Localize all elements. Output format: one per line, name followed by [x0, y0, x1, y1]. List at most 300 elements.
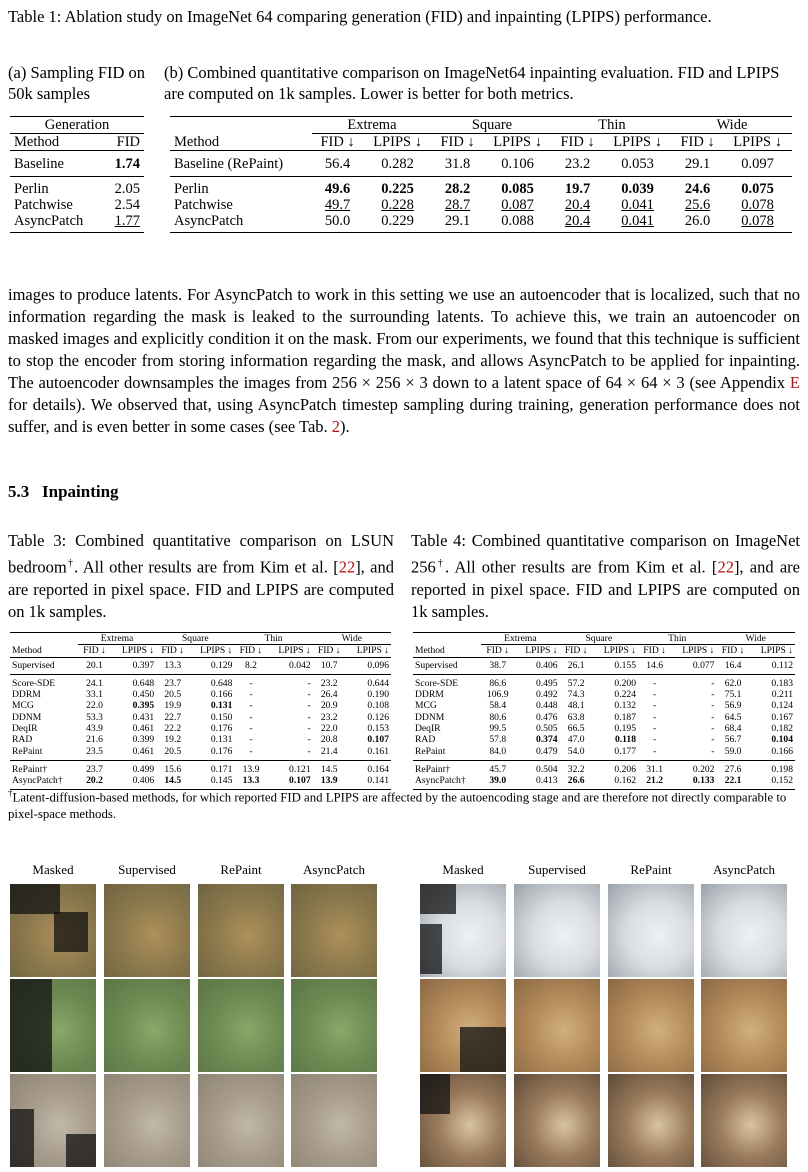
table4-col-fid: FID ↓ [643, 645, 666, 657]
table1a-col-fid: FID [116, 134, 140, 150]
table3-col-method: Method [12, 645, 42, 657]
figure-left-image [198, 1074, 284, 1167]
table1a-method: Baseline [14, 155, 64, 172]
table1b-col-fid: FID ↓ [680, 134, 715, 150]
figure-left-image [291, 979, 377, 1072]
table4-value: - [711, 745, 715, 757]
table1b-col-lpips: LPIPS ↓ [613, 134, 662, 150]
table3-col-lpips: LPIPS ↓ [121, 645, 155, 657]
table3-value: - [307, 723, 311, 735]
table4-value: 0.195 [614, 723, 637, 735]
table3-value: 43.9 [86, 723, 103, 735]
table4-value: 0.112 [771, 659, 793, 671]
inpaint-mask [66, 1134, 96, 1167]
section-number: 5.3 [8, 482, 30, 501]
table4-value: 58.4 [489, 700, 507, 712]
table4-value: 0.224 [614, 689, 637, 701]
table4-value: 0.132 [614, 700, 637, 712]
table4-value: 0.155 [614, 659, 637, 671]
table3-col-lpips: LPIPS ↓ [278, 645, 311, 657]
figure-left-image [198, 979, 284, 1072]
section-heading [8, 482, 119, 502]
table1b-group-wide: Wide [672, 117, 792, 134]
table4-value: 56.9 [724, 700, 742, 712]
table3-col-fid: FID ↓ [239, 645, 263, 657]
caption-text: ], and are reported in pixel space. FID and LPIPS are computed on 1k samples. [411, 557, 801, 621]
table4-value: - [653, 745, 657, 757]
table3-value: 23.7 [86, 763, 103, 775]
table4-value: 84.0 [489, 745, 507, 757]
appendix-link[interactable]: E [789, 373, 800, 392]
table1b-value: 31.8 [444, 155, 471, 172]
table3-method: Supervised [12, 659, 55, 671]
table4-value: 63.8 [567, 711, 585, 723]
table1b-value: 0.228 [381, 197, 414, 213]
table1a [10, 116, 144, 233]
table3-value: - [249, 677, 253, 689]
table3-value: 0.176 [210, 723, 233, 735]
table3-wrapper [10, 632, 391, 790]
table1a-method: Perlin [14, 181, 49, 197]
table3-value: 0.171 [210, 763, 233, 775]
table3-value: - [307, 734, 311, 746]
table1b-value: 0.225 [381, 181, 414, 197]
figure-left-image [291, 1074, 377, 1167]
figure-right-image [514, 1074, 600, 1167]
table4-value: - [711, 677, 715, 689]
table3-value: 0.107 [289, 775, 311, 787]
inpaint-mask [420, 1074, 450, 1114]
table3-value: 13.9 [242, 763, 260, 775]
figure-right-image [514, 979, 600, 1072]
table4-value: 80.6 [489, 711, 507, 723]
table3-value: - [307, 700, 311, 712]
table3-method: AsyncPatch† [12, 775, 63, 787]
table3-value: 13.3 [242, 775, 260, 787]
table1b-value: 0.039 [621, 181, 654, 197]
table4-value: - [711, 700, 715, 712]
table3-value: 13.3 [164, 659, 182, 671]
table3-value: 0.164 [367, 763, 389, 775]
table4-value: 0.202 [692, 763, 715, 775]
table1b-value: 0.075 [741, 181, 774, 197]
table1a-col-method: Method [14, 134, 60, 150]
inpaint-mask [460, 1027, 506, 1072]
table4-value: - [711, 711, 715, 723]
table4-group-header: Extrema [481, 633, 559, 645]
table1b-value: 49.7 [324, 197, 351, 213]
table4-value: 0.077 [692, 659, 715, 671]
table4-method: DDNM [415, 711, 445, 723]
inpaint-mask [10, 1109, 34, 1167]
table1b-value: 29.1 [444, 213, 471, 229]
table4-value: 32.2 [567, 763, 585, 775]
table1a-caption: (a) Sampling FID on 50k samples [8, 63, 146, 103]
caption-text: . All other results are from Kim et al. [ [444, 557, 718, 576]
figure-left-column-label: AsyncPatch [302, 862, 366, 877]
table3-value: 19.2 [164, 734, 182, 746]
table4-value: 31.1 [646, 763, 664, 775]
table1b-value: 0.078 [741, 213, 774, 229]
table1b-value: 19.7 [564, 181, 591, 197]
table4 [413, 632, 795, 790]
figure-right-column-label: Masked [442, 862, 484, 877]
table3-value: 0.129 [210, 659, 233, 671]
table3-method: RePaint† [12, 763, 48, 775]
table1b-group-thin: Thin [552, 117, 672, 134]
figure-left-image [10, 884, 96, 977]
table3-value: 0.042 [289, 659, 311, 671]
table3-value: 20.1 [86, 659, 103, 671]
table1b-method: Baseline (RePaint) [174, 155, 284, 172]
figure-right-image [514, 884, 600, 977]
table3-caption [8, 530, 394, 624]
table3-value: 0.107 [367, 734, 389, 746]
table3-method: MCG [12, 700, 34, 712]
table1b-value: 49.6 [324, 181, 351, 197]
table3-value: 0.399 [132, 734, 155, 746]
table4-value: 0.476 [535, 711, 558, 723]
inpaint-mask [420, 884, 456, 914]
table3-group-header: Wide [313, 633, 391, 645]
table1a-fid: 2.54 [114, 197, 140, 213]
table4-method: RAD [415, 734, 436, 746]
table1b-col-fid: FID ↓ [320, 134, 355, 150]
figure-left-image [198, 884, 284, 977]
table4-value: - [653, 689, 657, 701]
table4-value: 64.5 [724, 711, 742, 723]
table3-value: - [307, 677, 311, 689]
table1b-col-lpips: LPIPS ↓ [373, 134, 422, 150]
table1b-value: 0.282 [381, 155, 414, 172]
figure-right-image [420, 1074, 506, 1167]
table3-method: Score-SDE [12, 677, 56, 689]
dagger-mark: † [8, 788, 13, 798]
dagger-mark: † [435, 557, 445, 569]
table3-value: - [249, 700, 253, 712]
figure-right-image [608, 884, 694, 977]
table1-caption: Table 1: Ablation study on ImageNet 64 comparing generation (FID) and inpainting (LPIPS) performance. [8, 7, 712, 26]
table3-value: 0.648 [210, 677, 233, 689]
table4-value: 59.0 [724, 745, 742, 757]
table4-col-fid: FID ↓ [721, 645, 745, 657]
table4-value: 48.1 [567, 700, 585, 712]
table1a-fid: 1.74 [114, 155, 140, 172]
table1b-value: 0.053 [621, 155, 654, 172]
table4-col-fid: FID ↓ [564, 645, 588, 657]
figure-right-column-label: RePaint [630, 862, 672, 877]
table4-method: MCG [415, 700, 437, 712]
table3-value: 0.145 [210, 775, 233, 787]
table3-value: 0.161 [367, 745, 389, 757]
table4-value: 0.177 [614, 745, 637, 757]
table1a-method: AsyncPatch [14, 213, 84, 229]
table4-value: 54.0 [567, 745, 585, 757]
table1b-col-method: Method [174, 133, 220, 150]
table1b-value: 23.2 [564, 155, 591, 172]
table1b-value: 29.1 [684, 155, 711, 172]
table1b-group-extrema: Extrema [312, 117, 432, 134]
table4-value: 27.6 [724, 763, 742, 775]
table4-value: 0.118 [614, 734, 637, 746]
inpaint-mask [10, 884, 60, 914]
figure-left-image [291, 884, 377, 977]
table3-method: RePaint [12, 745, 43, 757]
table3-value: 24.1 [86, 677, 103, 689]
table4-empty-header [413, 633, 481, 645]
citation-link[interactable]: 22 [338, 557, 356, 576]
paragraph-text: images to produce latents. For AsyncPatch to work in this setting we use an autoencoder that is localized, such that no information regarding the mask is leaked to the surrounding latents. To achieve this, we train an autoencoder on masked images and explicitly condition it on the mask. From our experiments, we found that this technique is sufficient to stop the encoder from storing information regarding the mask, and allows AsyncPatch to be applied for inpainting. The autoencoder downsamples the images from 256 × 256 × 3 down to a latent space of 64 × 64 × 3 (see Appendix [8, 285, 800, 392]
table3-empty-header [10, 633, 78, 645]
table1b-value: 0.106 [501, 155, 534, 172]
table4-value: 0.166 [771, 745, 793, 757]
table1b-value: 25.6 [684, 197, 711, 213]
table4-value: 16.4 [724, 659, 742, 671]
table4-value: 0.152 [771, 775, 793, 787]
table4-value: 0.492 [535, 689, 558, 701]
table3-value: 0.461 [132, 723, 155, 735]
table4-value: 106.9 [486, 689, 509, 701]
table3-col-fid: FID ↓ [83, 645, 106, 657]
table4-group-header: Thin [638, 633, 716, 645]
table3-value: 0.461 [132, 745, 155, 757]
table3-col-lpips: LPIPS ↓ [356, 645, 389, 657]
table4-value: 47.0 [567, 734, 585, 746]
table3-value: 23.2 [320, 711, 338, 723]
table4-value: 26.6 [567, 775, 585, 787]
table4-value: - [653, 677, 657, 689]
caption-text: Table 4: Combined quantitative comparison on ImageNet 256 [411, 531, 800, 576]
table4-method: RePaint† [415, 763, 451, 775]
table4-value: 0.167 [771, 711, 793, 723]
table3-value: 0.141 [367, 775, 389, 787]
table3-value: 20.9 [320, 700, 338, 712]
figure-right-image [420, 979, 506, 1072]
table3-value: - [249, 745, 253, 757]
citation-link[interactable]: 22 [717, 557, 734, 576]
table4-value: 57.2 [567, 677, 585, 689]
table1b-value: 0.088 [501, 213, 534, 229]
paragraph-text: for details). We observed that, using AsyncPatch timestep sampling during training, generation performance does not suffer, and is even better in some cases (see Tab. [8, 395, 800, 436]
table1b-caption: (b) Combined quantitative comparison on ImageNet64 inpainting evaluation. FID and LPIPS are computed on 1k samples. Lower is better for both metrics. [164, 63, 780, 103]
table3-value: - [249, 723, 253, 735]
table3-value: 0.176 [210, 745, 233, 757]
table3-value: - [249, 689, 253, 701]
table4-value: 0.206 [614, 763, 637, 775]
table3-value: 0.397 [132, 659, 155, 671]
table1b-value: 24.6 [684, 181, 711, 197]
table1b-value: 0.085 [501, 181, 534, 197]
figure-right-image [608, 1074, 694, 1167]
table1b-value: 0.041 [621, 197, 654, 213]
table4-value: 0.200 [614, 677, 637, 689]
table1b-col-fid: FID ↓ [560, 134, 595, 150]
table3-value: 8.2 [244, 659, 257, 671]
table1a-fid: 2.05 [114, 181, 140, 197]
table4-value: 21.2 [646, 775, 664, 787]
table-link[interactable]: 2 [331, 417, 341, 436]
table4-value: 0.187 [614, 711, 637, 723]
table3-value: 0.450 [132, 689, 155, 701]
caption-text: ], and are reported in pixel space. FID and LPIPS are computed on 1k samples. [8, 557, 394, 621]
table3-method: DeqIR [12, 723, 38, 735]
table4-value: - [711, 689, 715, 701]
table4-method: AsyncPatch† [415, 775, 466, 787]
table3-col-fid: FID ↓ [161, 645, 185, 657]
table1b-value: 0.229 [381, 213, 414, 229]
table4-col-method: Method [415, 645, 445, 657]
table4-wrapper [413, 632, 795, 790]
table3-value: 13.9 [320, 775, 338, 787]
figure-right-image [701, 1074, 787, 1167]
inpaint-mask [10, 979, 52, 1072]
figure-left-image [10, 1074, 96, 1167]
table4-value: 0.413 [535, 775, 558, 787]
table3-value: 0.431 [132, 711, 155, 723]
figure-left-image [104, 979, 190, 1072]
table4-value: 38.7 [489, 659, 507, 671]
table4-value: 0.505 [535, 723, 558, 735]
table4-value: 0.198 [771, 763, 793, 775]
table1b-value: 28.7 [444, 197, 471, 213]
table4-value: 0.374 [535, 734, 558, 746]
table3-value: 0.153 [367, 723, 389, 735]
table4-value: 0.406 [535, 659, 558, 671]
figure-right-image [701, 884, 787, 977]
table3-value: 23.2 [320, 677, 338, 689]
table3-value: 33.1 [86, 689, 103, 701]
table3-value: 0.166 [210, 689, 233, 701]
table1b-col-lpips: LPIPS ↓ [733, 134, 782, 150]
table3-value: 0.648 [132, 677, 155, 689]
footnote [8, 785, 800, 823]
table4-method: Supervised [415, 659, 458, 671]
figure-right-image [420, 884, 506, 977]
table4-method: DDRM [415, 689, 444, 701]
table1a-group-header: Generation [10, 117, 144, 134]
table3-value: 0.499 [132, 763, 155, 775]
table4-caption [411, 530, 800, 624]
table1b-value: 0.097 [741, 155, 774, 172]
figure-left-image [104, 884, 190, 977]
table3-value: 14.5 [164, 775, 182, 787]
table1b-empty-header [170, 117, 312, 134]
table3-value: 0.190 [367, 689, 389, 701]
table4-value: - [711, 734, 715, 746]
figure-right-column-label: Supervised [528, 862, 586, 877]
table4-value: 74.3 [567, 689, 585, 701]
table4-value: 0.162 [614, 775, 637, 787]
table4-group-header: Square [560, 633, 638, 645]
table1b-group-square: Square [432, 117, 552, 134]
figure-right-image [608, 979, 694, 1072]
table3-col-lpips: LPIPS ↓ [200, 645, 233, 657]
table4-value: - [711, 723, 715, 735]
table1b-value: 0.041 [621, 213, 654, 229]
table4-value: - [653, 700, 657, 712]
figure-left-column-label: Supervised [118, 862, 176, 877]
table3-group-header: Thin [234, 633, 312, 645]
table4-value: - [653, 711, 657, 723]
table3-value: - [307, 711, 311, 723]
table3-value: 10.7 [320, 659, 338, 671]
table3-value: 0.108 [367, 700, 389, 712]
dagger-mark: † [66, 557, 75, 569]
table3-value: 53.3 [86, 711, 103, 723]
table1a-method: Patchwise [14, 197, 73, 213]
table4-value: 0.448 [535, 700, 558, 712]
table3-value: 21.4 [320, 745, 338, 757]
table4-value: 0.104 [771, 734, 793, 746]
table4-col-lpips: LPIPS ↓ [603, 645, 637, 657]
table1b-col-fid: FID ↓ [440, 134, 475, 150]
table3 [10, 632, 391, 790]
table1b-value: 50.0 [324, 213, 351, 229]
table3-value: 22.7 [164, 711, 182, 723]
table3-value: - [307, 745, 311, 757]
table3-value: 0.131 [210, 700, 233, 712]
table3-value: 22.2 [164, 723, 182, 735]
table1b-value: 20.4 [564, 197, 591, 213]
table4-value: 0.479 [535, 745, 558, 757]
table3-method: RAD [12, 734, 33, 746]
table4-value: 62.0 [724, 677, 742, 689]
table3-value: 0.131 [210, 734, 233, 746]
table1b-col-lpips: LPIPS ↓ [493, 134, 542, 150]
table4-value: 86.6 [489, 677, 507, 689]
figure-left-column-label: RePaint [220, 862, 262, 877]
table1b [170, 116, 792, 233]
table3-value: 0.096 [367, 659, 389, 671]
table4-group-header: Wide [716, 633, 795, 645]
table3-value: - [249, 734, 253, 746]
table1b-value: 0.078 [741, 197, 774, 213]
inpaint-mask [54, 912, 88, 952]
table4-method: Score-SDE [415, 677, 459, 689]
paragraph-text: ). [340, 417, 350, 436]
table3-value: 20.5 [164, 745, 182, 757]
table1a-fid: 1.77 [114, 213, 140, 229]
table4-value: 56.7 [724, 734, 742, 746]
table4-value: 0.133 [692, 775, 715, 787]
table3-value: 20.5 [164, 689, 182, 701]
table1b-method: AsyncPatch [174, 213, 244, 229]
table3-value: - [249, 711, 253, 723]
table3-value: 19.9 [164, 700, 182, 712]
table3-value: 14.5 [320, 763, 338, 775]
figure-left-image [104, 1074, 190, 1167]
table3-group-header: Square [156, 633, 234, 645]
table3-value: 15.6 [164, 763, 182, 775]
table1b-value: 26.0 [684, 213, 711, 229]
figure-left-image [10, 979, 96, 1072]
table4-value: 68.4 [724, 723, 742, 735]
table1b-value: 0.087 [501, 197, 534, 213]
table3-value: 22.0 [320, 723, 338, 735]
table3-value: 22.0 [86, 700, 103, 712]
table3-value: 21.6 [86, 734, 103, 746]
figure-right-column-label: AsyncPatch [712, 862, 776, 877]
footnote-text: Latent-diffusion-based methods, for which reported FID and LPIPS are affected by the autoencoding stage and are therefore not directly comparable to pixel-space methods. [8, 790, 787, 822]
table4-value: 26.1 [567, 659, 585, 671]
table3-value: 23.5 [86, 745, 103, 757]
table3-value: 20.8 [320, 734, 338, 746]
table4-col-fid: FID ↓ [486, 645, 510, 657]
table1b-method: Perlin [174, 181, 209, 197]
table4-method: DeqIR [415, 723, 441, 735]
table1b-value: 56.4 [324, 155, 351, 172]
figure-right-image [701, 979, 787, 1072]
